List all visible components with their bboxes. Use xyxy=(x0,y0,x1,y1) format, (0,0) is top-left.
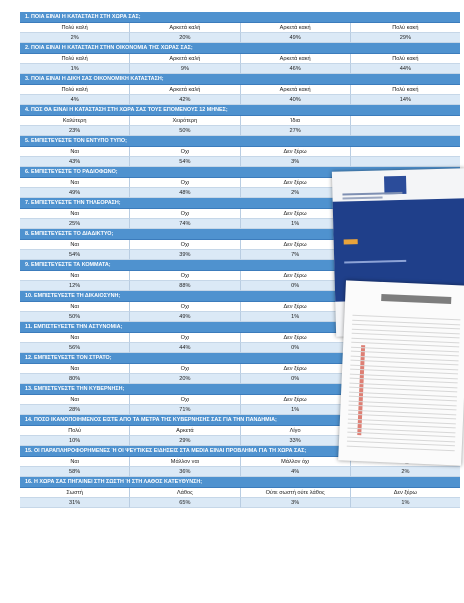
answer-option: Καλύτερη xyxy=(20,116,130,126)
answer-option: Αρκετά xyxy=(130,426,240,436)
answer-values-row xyxy=(20,157,460,167)
answer-option: Οχι xyxy=(130,178,240,188)
question-block xyxy=(20,136,460,167)
answer-option: Πολύ καλή xyxy=(20,23,130,33)
question-title: 2. ΠΟΙΑ ΕΙΝΑΙ Η ΚΑΤΑΣΤΑΣΗ ΣΤΗΝ ΟΙΚΟΝΟΜΙΑ ΤΗΣ ΧΩΡΑΣ ΣΑΣ; xyxy=(20,43,460,54)
answer-option: Λίγο xyxy=(241,426,351,436)
answer-option: Πολύ κακή xyxy=(351,54,460,64)
answer-option: Σωστή xyxy=(20,488,130,498)
answer-percentage: 10% xyxy=(20,436,130,446)
answer-values-row xyxy=(20,498,460,508)
answer-option: Ίδια xyxy=(241,116,351,126)
answer-options-row xyxy=(20,147,460,157)
question-title: 8. ΕΜΠΙΣΤΕΥΕΣΤΕ ΤΟ ΔΙΑΔΙΚΤΥΟ; xyxy=(20,229,460,240)
answer-option: Ναι xyxy=(20,302,130,312)
answer-percentage: 58% xyxy=(20,467,130,477)
answer-values-row xyxy=(20,95,460,105)
answer-option: Οχι xyxy=(130,364,240,374)
answer-percentage: 29% xyxy=(351,33,460,43)
answer-percentage: 49% xyxy=(130,312,240,322)
answer-option: Δεν ξέρω xyxy=(241,395,351,405)
question-block xyxy=(20,12,460,43)
question-title: 16. Η ΧΩΡΑ ΣΑΣ ΠΗΓΑΙΝΕΙ ΣΤΗ ΣΩΣΤΗ Ή ΣΤΗ ΛΑΘΟΣ ΚΑΤΕΥΘΥΝΣΗ; xyxy=(20,477,460,488)
answer-option: Αρκετά καλή xyxy=(130,23,240,33)
answer-option: Δεν ξέρω xyxy=(241,271,351,281)
answer-options-row xyxy=(20,54,460,64)
answer-percentage: 2% xyxy=(241,188,351,198)
answer-options-row xyxy=(20,488,460,498)
answer-percentage: 71% xyxy=(130,405,240,415)
answer-percentage: 31% xyxy=(20,498,130,508)
question-block xyxy=(20,43,460,74)
answer-option: Λάθος xyxy=(130,488,240,498)
answer-option: Δεν ξέρω xyxy=(241,209,351,219)
answer-option xyxy=(351,147,460,157)
answer-option: Οχι xyxy=(130,271,240,281)
answer-percentage: 28% xyxy=(20,405,130,415)
answer-percentage: 20% xyxy=(130,33,240,43)
answer-percentage: 1% xyxy=(351,498,460,508)
answer-percentage: 40% xyxy=(241,95,351,105)
answer-percentage: 50% xyxy=(130,126,240,136)
answer-option: Πολύ καλή xyxy=(20,85,130,95)
report-table-page-image xyxy=(338,280,464,465)
answer-values-row xyxy=(20,64,460,74)
answer-percentage: 33% xyxy=(241,436,351,446)
answer-option: Οχι xyxy=(130,240,240,250)
answer-option: Πολύ κακή xyxy=(351,23,460,33)
answer-percentage: 3% xyxy=(241,498,351,508)
answer-values-row xyxy=(20,126,460,136)
answer-option: Πολύ καλή xyxy=(20,54,130,64)
answer-percentage: 1% xyxy=(241,312,351,322)
answer-option: Αρκετά κακή xyxy=(241,85,351,95)
question-title: 11. ΕΜΠΙΣΤΕΥΕΣΤΕ ΤΗΝ ΑΣΤΥΝΟΜΙΑ; xyxy=(20,322,460,333)
answer-percentage: 46% xyxy=(241,64,351,74)
answer-option: Δεν ξέρω xyxy=(241,333,351,343)
answer-option: Οχι xyxy=(130,395,240,405)
question-title: 1. ΠΟΙΑ ΕΙΝΑΙ Η ΚΑΤΑΣΤΑΣΗ ΣΤΗ ΧΩΡΑ ΣΑΣ; xyxy=(20,12,460,23)
question-title: 13. ΕΜΠΙΣΤΕΥΕΣΤΕ ΤΗΝ ΚΥΒΕΡΝΗΣΗ; xyxy=(20,384,460,395)
question-block xyxy=(20,477,460,508)
answer-option: Δεν ξέρω xyxy=(241,364,351,374)
answer-percentage: 49% xyxy=(241,33,351,43)
answer-percentage: 9% xyxy=(130,64,240,74)
answer-percentage: 29% xyxy=(130,436,240,446)
answer-percentage: 27% xyxy=(241,126,351,136)
answer-percentage: 88% xyxy=(130,281,240,291)
answer-option: Χειρότερη xyxy=(130,116,240,126)
answer-percentage: 1% xyxy=(241,405,351,415)
answer-values-row xyxy=(20,33,460,43)
answer-percentage: 48% xyxy=(130,188,240,198)
answer-option: Αρκετά κακή xyxy=(241,54,351,64)
answer-percentage: 54% xyxy=(20,250,130,260)
answer-percentage: 0% xyxy=(241,343,351,353)
answer-option: Μάλλον ναι xyxy=(130,457,240,467)
answer-percentage: 12% xyxy=(20,281,130,291)
answer-percentage: 56% xyxy=(20,343,130,353)
answer-option: Πολύ xyxy=(20,426,130,436)
answer-option: Ούτε σωστή ούτε λάθος xyxy=(241,488,351,498)
answer-options-row xyxy=(20,23,460,33)
answer-percentage: 44% xyxy=(351,64,460,74)
answer-option: Ναι xyxy=(20,147,130,157)
answer-option: Ναι xyxy=(20,333,130,343)
question-block xyxy=(20,74,460,105)
answer-option: Δεν ξέρω xyxy=(241,178,351,188)
answer-percentage: 49% xyxy=(20,188,130,198)
answer-percentage: 44% xyxy=(130,343,240,353)
answer-option: Πολύ κακή xyxy=(351,85,460,95)
question-title: 5. ΕΜΠΙΣΤΕΥΕΣΤΕ ΤΟΝ ΕΝΤΥΠΟ ΤΥΠΟ; xyxy=(20,136,460,147)
answer-option: Ναι xyxy=(20,240,130,250)
answer-percentage: 36% xyxy=(130,467,240,477)
answer-option: Αρκετά κακή xyxy=(241,23,351,33)
answer-option: Ναι xyxy=(20,271,130,281)
question-title: 12. ΕΜΠΙΣΤΕΥΕΣΤΕ ΤΟΝ ΣΤΡΑΤΟ; xyxy=(20,353,460,364)
answer-option: Οχι xyxy=(130,302,240,312)
answer-percentage: 25% xyxy=(20,219,130,229)
question-title: 15. ΟΙ ΠΑΡΑΠΛΗΡΟΦΟΡΗΜΕΝΕΣ Ή ΟΙ ΨΕΥΤΙΚΕΣ ΕΙΔΗΣΕΙΣ ΣΤΑ MEDIA ΕΙΝΑΙ ΠΡΟΒΛΗΜΑ ΓΙΑ ΤΗ ΧΩΡΑ ΣΑΣ; xyxy=(20,446,460,457)
answer-percentage: 74% xyxy=(130,219,240,229)
answer-options-row xyxy=(20,85,460,95)
question-title: 14. ΠΟΣΟ ΙΚΑΝΟΠΟΙΗΜΕΝΟΣ ΕΙΣΤΕ ΑΠΟ ΤΑ ΜΕΤΡΑ ΤΗΣ ΚΥΒΕΡΝΗΣΗΣ ΣΑΣ ΓΙΑ ΤΗΝ ΠΑΝΔΗΜΙΑ; xyxy=(20,415,460,426)
answer-percentage: 1% xyxy=(241,219,351,229)
answer-percentage: 0% xyxy=(241,374,351,384)
question-block xyxy=(20,105,460,136)
answer-percentage: 54% xyxy=(130,157,240,167)
answer-percentage: 4% xyxy=(20,95,130,105)
answer-option: Ναι xyxy=(20,457,130,467)
question-title: 4. ΠΩΣ ΘΑ ΕΙΝΑΙ Η ΚΑΤΑΣΤΑΣΗ ΣΤΗ ΧΩΡΑ ΣΑΣ ΤΟΥΣ ΕΠΟΜΕΝΟΥΣ 12 ΜΗΝΕΣ; xyxy=(20,105,460,116)
answer-options-row xyxy=(20,116,460,126)
answer-option: Οχι xyxy=(130,209,240,219)
answer-option: Οχι xyxy=(130,147,240,157)
answer-percentage: 4% xyxy=(241,467,351,477)
answer-percentage: 14% xyxy=(351,95,460,105)
answer-percentage: 1% xyxy=(20,64,130,74)
answer-percentage: 50% xyxy=(20,312,130,322)
answer-option xyxy=(351,116,460,126)
answer-option: Ναι xyxy=(20,209,130,219)
answer-option: Μάλλον όχι xyxy=(241,457,351,467)
answer-option: Ναι xyxy=(20,395,130,405)
answer-percentage: 2% xyxy=(20,33,130,43)
answer-percentage: 7% xyxy=(241,250,351,260)
answer-option: Ναι xyxy=(20,178,130,188)
question-title: 3. ΠΟΙΑ ΕΙΝΑΙ Η ΔΙΚΗ ΣΑΣ ΟΙΚΟΝΟΜΙΚΗ ΚΑΤΑΣΤΑΣΗ; xyxy=(20,74,460,85)
answer-option: Οχι xyxy=(130,333,240,343)
answer-percentage xyxy=(351,126,460,136)
question-title: 10. ΕΜΠΙΣΤΕΥΕΣΤΕ ΤΗ ΔΙΚΑΙΟΣΥΝΗ; xyxy=(20,291,460,302)
answer-percentage: 3% xyxy=(241,157,351,167)
answer-percentage: 65% xyxy=(130,498,240,508)
question-title: 6. ΕΜΠΙΣΤΕΥΕΣΤΕ ΤΟ ΡΑΔΙΟΦΩΝΟ; xyxy=(20,167,460,178)
answer-percentage: 39% xyxy=(130,250,240,260)
answer-option: Αρκετά καλή xyxy=(130,54,240,64)
answer-percentage: 20% xyxy=(130,374,240,384)
answer-values-row xyxy=(20,467,460,477)
answer-option: Αρκετά καλή xyxy=(130,85,240,95)
answer-percentage: 0% xyxy=(241,281,351,291)
answer-option: Δεν ξέρω xyxy=(351,488,460,498)
question-title: 9. ΕΜΠΙΣΤΕΥΕΣΤΕ ΤΑ ΚΟΜΜΑΤΑ; xyxy=(20,260,460,271)
question-title: 7. ΕΜΠΙΣΤΕΥΕΣΤΕ ΤΗΝ ΤΗΛΕΟΡΑΣΗ; xyxy=(20,198,460,209)
answer-percentage: 43% xyxy=(20,157,130,167)
answer-option: Δεν ξέρω xyxy=(241,302,351,312)
answer-percentage: 2% xyxy=(351,467,460,477)
answer-percentage: 80% xyxy=(20,374,130,384)
answer-option: Δεν ξέρω xyxy=(241,240,351,250)
answer-percentage: 23% xyxy=(20,126,130,136)
answer-percentage xyxy=(351,157,460,167)
answer-option: Δεν ξέρω xyxy=(241,147,351,157)
answer-percentage: 42% xyxy=(130,95,240,105)
answer-option: Ναι xyxy=(20,364,130,374)
